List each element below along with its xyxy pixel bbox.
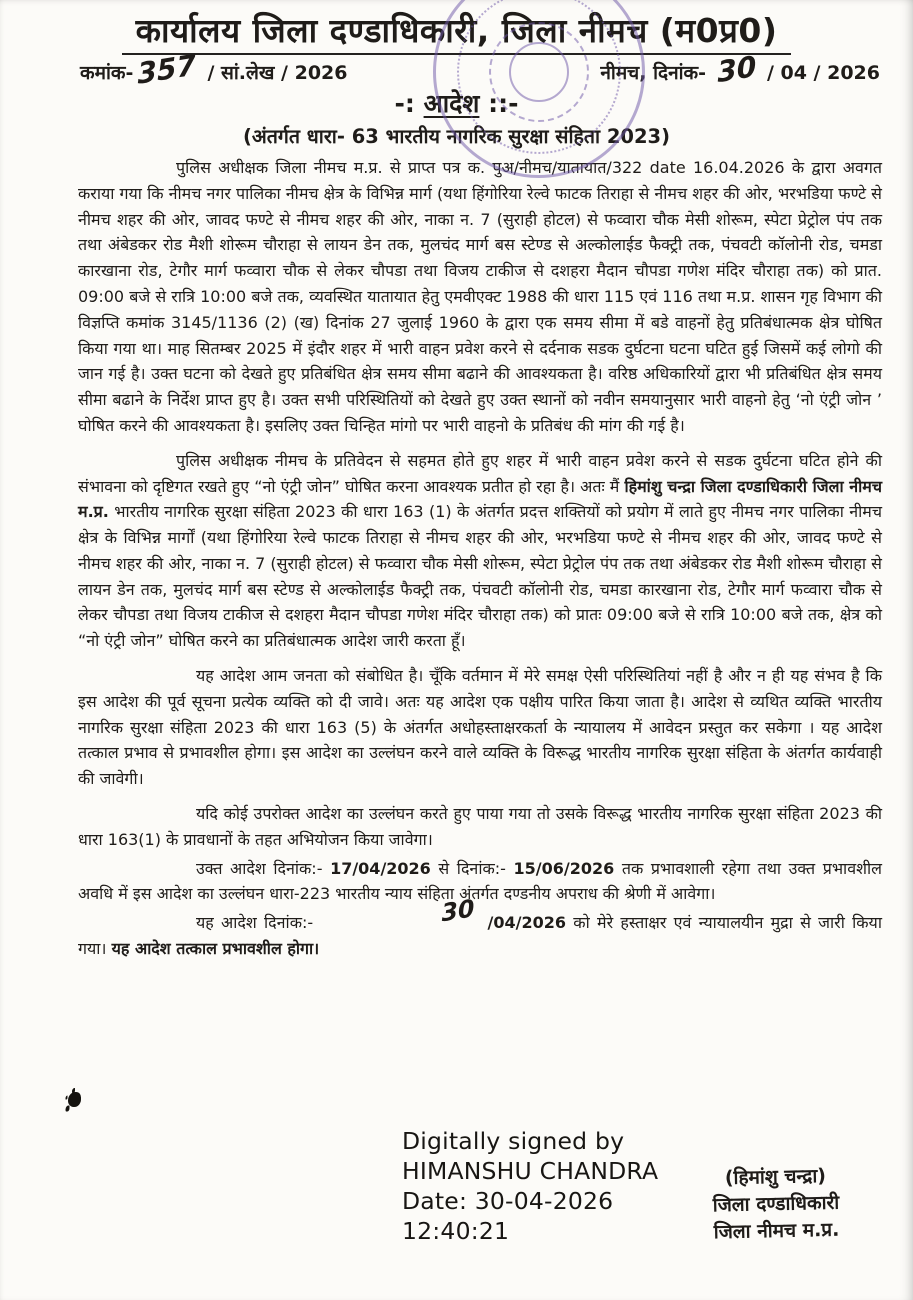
text-run: यदि कोई उपरोक्त आदेश का उल्लंघन करते हुए पाया गया तो उसके विरूद्ध भारतीय नागरिक सुरक्षा संहिता 2023 की धारा 163(1) के प्रावधानों के तहत अभियोजन किया जावेगा।	[78, 804, 882, 849]
paragraph-3	[78, 663, 882, 792]
text-run: कमांक-	[80, 61, 134, 84]
text-run: 357	[136, 48, 198, 91]
text-run: को मेरे हस्ताक्षर एवं न्यायालयीन मुद्रा से जारी किया गया।	[78, 913, 882, 959]
paragraph-1	[78, 155, 882, 439]
paragraph-2	[78, 448, 882, 654]
digital-signature-date: Date: 30-04-2026	[402, 1187, 614, 1215]
text-run: से दिनांक:-	[430, 858, 514, 878]
order-heading	[0, 86, 913, 120]
text-run: 30	[441, 894, 476, 928]
digital-signature-name: HIMANSHU CHANDRA	[402, 1157, 659, 1185]
paragraph-4	[78, 801, 882, 853]
text-run: तक प्रभावशाली रहेगा तथा उक्त प्रभावशील अवधि में इस आदेश का उल्लंघन धारा-223 भारतीय न्याय संहिता अंतर्गत दण्डनीय अपराध की श्रेणी में आवेगा।	[78, 858, 882, 904]
reference-and-date-row	[80, 48, 880, 91]
digital-signature-time: 12:40:21	[402, 1217, 510, 1245]
signatory-block	[661, 1162, 891, 1248]
text-run: उक्त आदेश दिनांक:-	[196, 858, 331, 878]
text-run: /04/2026	[479, 913, 567, 933]
text-run: / सां.लेख / 2026	[200, 61, 348, 84]
signatory-district: जिला नीमच म.प्र.	[713, 1218, 840, 1244]
text-run: 30	[716, 49, 757, 90]
text-run: यह आदेश दिनांक:-	[196, 913, 321, 933]
text-run: 17/04/2026	[330, 858, 431, 878]
reference-number	[80, 48, 348, 91]
digital-signature-block	[402, 1126, 658, 1246]
text-run: पुलिस अधीक्षक नीमच के प्रतिवेदन से सहमत होते हुए शहर में भारी वाहन प्रवेश करने से सडक दुर्घटना घटित होने की संभावना को दृष्टिगत रखते हुए “नो एंट्री जोन” घोषित करना आवश्यक प्रतीत हो रहा है। अतः मैं	[78, 450, 882, 496]
document-header	[0, 0, 913, 149]
signatory-name: (हिमांशु चन्द्रा)	[724, 1164, 827, 1190]
ink-blot-mark	[68, 1092, 81, 1107]
place-and-date	[600, 49, 880, 90]
text-run: / 04 / 2026	[760, 61, 880, 84]
section-reference-line: (अंतर्गत धारा- 63 भारतीय नागरिक सुरक्षा संहिता 2023)	[242, 124, 671, 148]
order-body	[78, 155, 882, 962]
text-run: भारतीय नागरिक सुरक्षा संहिता 2023 की धारा 163 (1) के अंतर्गत प्रदत्त शक्तियों को प्रयोग में लाते हुए नीमच नगर पालिका नीमच क्षेत्र के विभिन्न मार्गों (यथा हिंगोरिया रेल्वे फाटक तिराहा से नीमच शहर की ओर, भरभडिया फण्टे से नीमच शहर की ओर, जावद फण्टे से नीमच शहर की ओर, नाका न. 7 (सुराही होटल) से फव्वारा चौक मेसी शोरूम, स्पेटा प्रेट्रोल पंप तक तथा अंबेडकर रोड मैशी शोरूम चौराहा से लायन डेन तक, मुलचंद मार्ग बस स्टेण्ड से अल्कोलाईड फैक्ट्री तक, पंचवटी कॉलोनी रोड, चमडा कारखाना रोड, टेगौर मार्ग फव्वारा चौक से लेकर चौपडा तथा विजय टाकीज से दशहरा मैदान चौपडा गणेश मंदिर चौराहा तक) को प्रातः 09:00 बजे से रात्रि 10:00 बजे तक, क्षेत्र को “नो एंट्री जोन” घोषित करने का प्रतिबंधात्मक आदेश जारी करता हूँ।	[78, 502, 882, 651]
text-run: -:	[394, 88, 424, 118]
text-run: आदेश	[423, 88, 480, 118]
digital-signature-line: Digitally signed by	[402, 1127, 625, 1155]
text-run: हिमांशु चन्द्रा जिला दण्डाधिकारी जिला नीमच म.प्र.	[78, 476, 882, 522]
signatory-designation: जिला दण्डाधिकारी	[712, 1191, 840, 1217]
text-run: यह आदेश आम जनता को संबोधित है। चूँकि वर्तमान में मेरे समक्ष ऐसी परिस्थितियां नहीं है और न ही यह संभव है कि इस आदेश की पूर्व सूचना प्रत्येक व्यक्ति को दी जावे। अतः यह आदेश एक पक्षीय पारित किया जाता है। आदेश से व्यथित व्यक्ति भारतीय नागरिक सुरक्षा संहिता 2023 की धारा 163 (5) के अंतर्गत अधोहस्ताक्षरकर्ता के न्यायालय में आवेदन प्रस्तुत कर सकेगा । यह आदेश तत्काल प्रभाव से प्रभावशील होगा। इस आदेश का उल्लंघन करने वाले व्यक्ति के विरूद्ध भारतीय नागरिक सुरक्षा संहिता के अंतर्गत कार्यवाही की जावेगी।	[78, 666, 882, 789]
text-run: यह आदेश तत्काल प्रभावशील होगा।	[111, 939, 320, 959]
text-run: ::-	[479, 88, 519, 118]
paragraph-6	[78, 894, 882, 962]
paragraph-5	[78, 856, 882, 908]
text-run: पुलिस अधीक्षक जिला नीमच म.प्र. से प्राप्त पत्र क. पुअ/नीमच/यातायात/322 date 16.04.2026 के द्वारा अवगत कराया गया कि नीमच नगर पालिका नीमच क्षेत्र के विभिन्न मार्ग (यथा हिंगोरिया रेल्वे फाटक तिराहा से नीमच शहर की ओर, भरभडिया फण्टे से नीमच शहर की ओर, जावद फण्टे से नीमच शहर की ओर, नाका न. 7 (सुराही होटल) से फव्वारा चौक मेसी शोरूम, स्पेटा प्रेट्रोल पंप तक तथा अंबेडकर रोड मैशी शोरूम चौराहा से लायन डेन तक, मुलचंद मार्ग बस स्टेण्ड से अल्कोलाईड फैक्ट्री तक, पंचवटी कॉलोनी रोड, चमडा कारखाना रोड, टेगौर मार्ग फव्वारा चौक से लेकर चौपडा तथा विजय टाकीज से दशहरा मैदान चौपडा गणेश मंदिर चौराहा तक) को प्रात. 09:00 बजे से रात्रि 10:00 बजे तक, व्यवस्थित यातायात हेतु एमवीएक्ट 1988 की धारा 115 एवं 116 तथा म.प्र. शासन गृह विभाग की विज्ञप्ति कमांक 3145/1136 (2) (ख) दिनांक 27 जुलाई 1960 के द्वारा एक समय सीमा में बडे वाहनों हेतु प्रतिबंधात्मक क्षेत्र घोषित किया गया था। माह सितम्बर 2025 में इंदौर शहर में भारी वाहन प्रवेश करने से दर्दनाक सडक दुर्घटना घटना घटित हुई जिसमें कई लोगो की जान गई है। उक्त घटना को देखते हुए प्रतिबंधित क्षेत्र समय सीमा बढाने की आवश्यकता है। वरिष्ठ अधिकारियों द्वारा भी प्रतिबंधित क्षेत्र समय सीमा बढाने के निर्देश प्राप्त हुए है। उक्त सभी परिस्थितियों को देखते हुए उक्त स्थानों को नवीन समयानुसार भारी वाहनो हेतु ‘नो एंट्री जोन ’ घोषित करने की आवश्यकता है। इसलिए उक्त चिन्हित मांगो पर भारी वाहनो के प्रतिबंध की मांग की गई है।	[78, 157, 882, 435]
text-run: नीमच, दिनांक-	[600, 61, 713, 84]
office-title: कार्यालय जिला दण्डाधिकारी, जिला नीमच (म0प्र0)	[122, 12, 792, 55]
text-run: 15/06/2026	[513, 858, 615, 878]
